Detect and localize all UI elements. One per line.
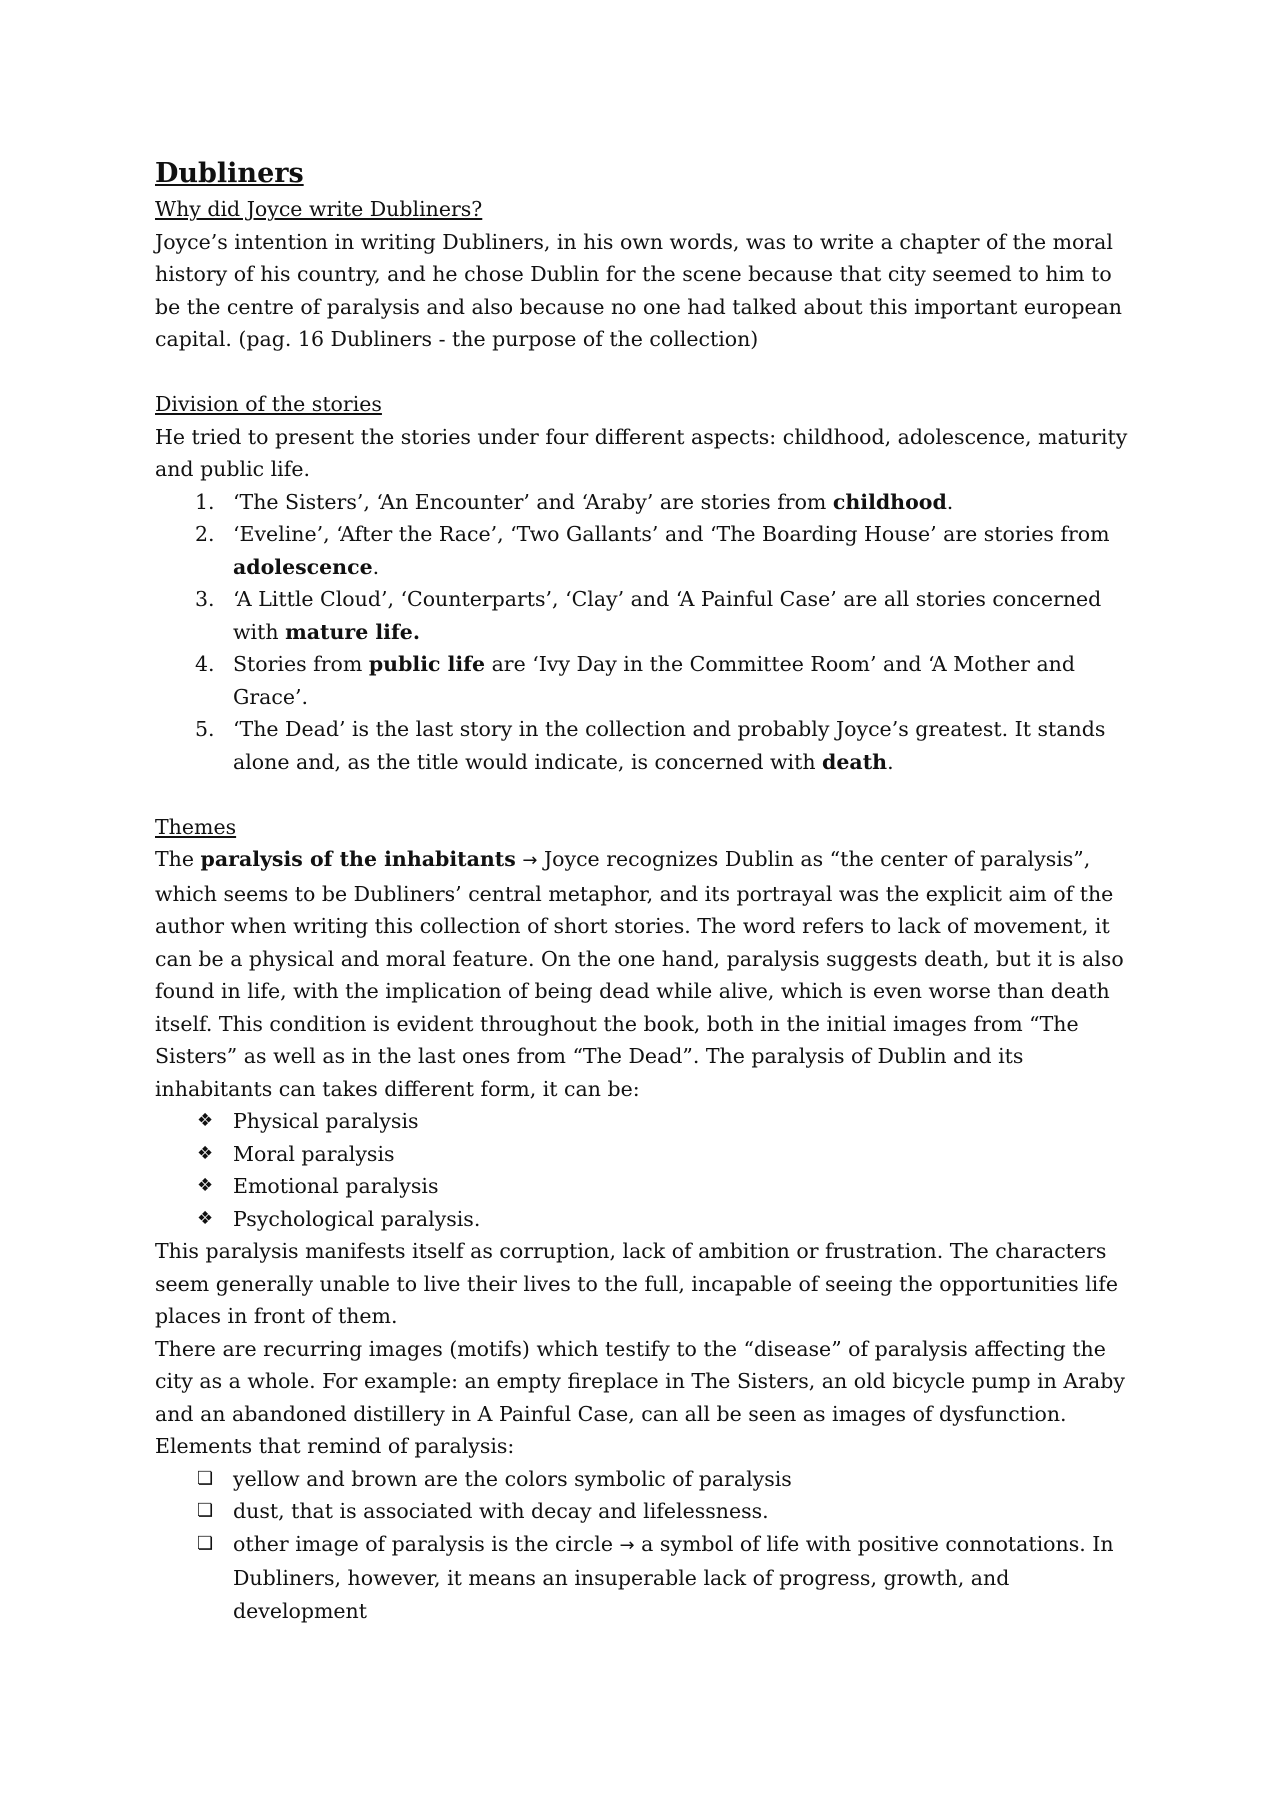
list-number: 4.	[195, 652, 215, 676]
list-item: ❏ dust, that is associated with decay and lifelessness.	[155, 1495, 1130, 1528]
list-number: 1.	[195, 489, 215, 514]
list-item: 2. ‘Eveline’, ‘After the Race’, ‘Two Gallants’ and ‘The Boarding House’ are stories from adolescence.	[155, 518, 1130, 583]
list-item: 3. ‘A Little Cloud’, ‘Counterparts’, ‘Clay’ and ‘A Painful Case’ are all stories concerned with mature life.	[155, 583, 1130, 648]
paralysis-elements-list	[155, 1463, 1130, 1628]
box-bullet-icon: ❏	[197, 1500, 214, 1521]
division-intro: He tried to present the stories under four different aspects: childhood, adolescence, maturity and public life.	[155, 424, 1128, 481]
diamond-bullet-icon: ❖	[197, 1175, 214, 1196]
box-bullet-icon: ❏	[197, 1532, 214, 1554]
arrow-icon: →	[619, 1534, 635, 1556]
diamond-bullet-icon: ❖	[197, 1142, 214, 1164]
spacer	[155, 778, 1130, 811]
list-item: ❏ other image of paralysis is the circle → a symbol of life with positive connotations. In Dubliners, however, it means an insuperable lack of progress, growth, and development	[155, 1528, 1130, 1628]
spacer	[155, 356, 1130, 389]
list-number: 5.	[195, 717, 215, 741]
list-number: 3.	[195, 587, 215, 611]
why-paragraph: Joyce’s intention in writing Dubliners, in his own words, was to write a chapter of the moral history of his country, and he chose Dublin for the scene because that city seemed to him to be the centre of paralysis and also because no one had talked about this important european capital. (pag. 16 Dubliners - the purpose of the collection)	[155, 229, 1123, 351]
division-list	[155, 486, 1130, 779]
bold-term: paralysis of the inhabitants	[200, 847, 516, 871]
paralysis-forms-list	[155, 1105, 1130, 1235]
arrow-icon: →	[522, 850, 538, 871]
page-title: Dubliners	[155, 158, 304, 189]
themes-paragraph: Elements that remind of paralysis:	[155, 1434, 515, 1458]
list-item: 1. ‘The Sisters’, ‘An Encounter’ and ‘Araby’ are stories from childhood.	[155, 486, 1130, 519]
list-number: 2.	[195, 522, 215, 546]
bold-term: childhood	[832, 489, 947, 514]
bold-term: death	[822, 749, 888, 774]
diamond-bullet-icon: ❖	[197, 1207, 214, 1229]
list-item: 4. Stories from public life are ‘Ivy Day in the Committee Room’ and ‘A Mother and Grace’.	[155, 648, 1130, 713]
list-item: ❖ Emotional paralysis	[155, 1170, 1130, 1203]
themes-paragraph: The paralysis of the inhabitants → Joyce recognizes Dublin as “the center of paralysis”, which seems to be Dubliners’ central metaphor, and its portrayal was the explicit aim of the author when writing this collection of short stories. The word refers to lack of movement, it can be a physical and moral feature. On the one hand, paralysis suggests death, but it is also found in life, with the implication of being dead while alive, which is even worse than death itself. This condition is evident throughout the book, both in the initial images from “The Sisters” as well as in the last ones from “The Dead”. The paralysis of Dublin and its inhabitants can takes different form, it can be:	[155, 847, 1124, 1101]
bold-term: public life	[368, 652, 486, 676]
bold-term: mature life.	[285, 619, 420, 644]
themes-heading: Themes	[155, 814, 237, 839]
themes-paragraph: This paralysis manifests itself as corruption, lack of ambition or frustration. The characters seem generally unable to live their lives to the full, incapable of seeing the opportunities life places in front of them.	[155, 1239, 1118, 1328]
bold-term: adolescence	[233, 554, 373, 579]
themes-paragraph: There are recurring images (motifs) which testify to the “disease” of paralysis affecting the city as a whole. For example: an empty fireplace in The Sisters, an old bicycle pump in Araby and an abandoned distillery in A Painful Case, can all be seen as images of dysfunction.	[155, 1336, 1125, 1426]
list-item: ❖ Physical paralysis	[155, 1105, 1130, 1138]
list-item: ❖ Psychological paralysis.	[155, 1203, 1130, 1236]
list-item: ❏ yellow and brown are the colors symbolic of paralysis	[155, 1463, 1130, 1496]
diamond-bullet-icon: ❖	[197, 1110, 214, 1131]
division-heading: Division of the stories	[155, 392, 382, 416]
list-item: ❖ Moral paralysis	[155, 1138, 1130, 1171]
list-item: 5. ‘The Dead’ is the last story in the collection and probably Joyce’s greatest. It stands alone and, as the title would indicate, is concerned with death.	[155, 713, 1130, 778]
why-heading: Why did Joyce write Dubliners?	[155, 197, 483, 221]
box-bullet-icon: ❏	[197, 1467, 214, 1489]
